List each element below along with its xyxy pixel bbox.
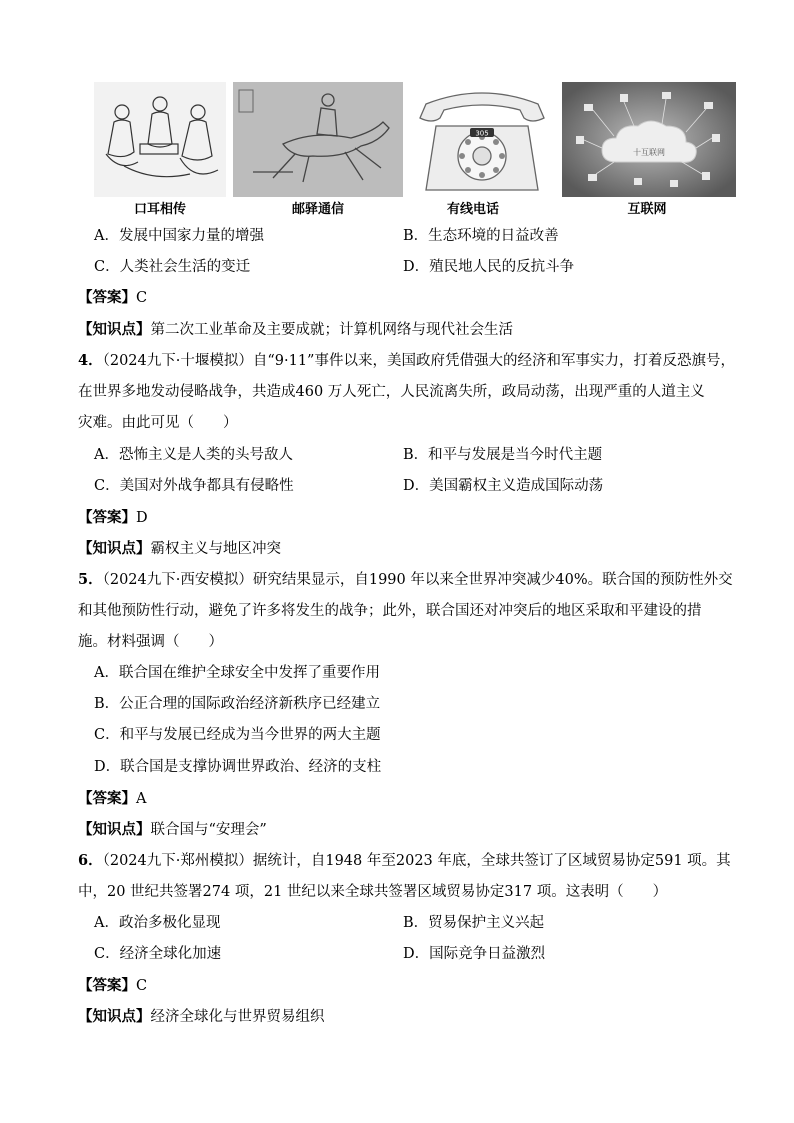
q4-option-a: A．恐怖主义是人类的头号敌人 xyxy=(94,447,293,463)
internet-image xyxy=(562,82,736,197)
q4-option-d: D．美国霸权主义造成国际动荡 xyxy=(403,478,604,494)
internet-label: 十互联网 xyxy=(633,148,665,157)
knowledge-value: 第二次工业革命及主要成就；计算机网络与现代社会生活 xyxy=(150,322,513,338)
q5-stem-line1 xyxy=(78,570,733,590)
q6-stem-line1 xyxy=(78,851,731,871)
knowledge-tag: 【知识点】 xyxy=(78,821,151,838)
q6-option-b: B．贸易保护主义兴起 xyxy=(403,915,545,931)
postal-relay-image xyxy=(233,82,403,197)
q5-option-a: A．联合国在维护全球安全中发挥了重要作用 xyxy=(94,665,380,681)
q4-stem-line1 xyxy=(78,351,735,371)
answer-value: A xyxy=(136,791,147,807)
q4-answer xyxy=(78,508,148,528)
q5-option-d: D．联合国是支撑协调世界政治、经济的支柱 xyxy=(94,759,382,775)
knowledge-tag: 【知识点】 xyxy=(78,321,151,338)
people-talking-icon xyxy=(94,82,226,197)
q6-option-c: C．经济全球化加速 xyxy=(94,946,222,962)
knowledge-value: 经济全球化与世界贸易组织 xyxy=(150,1009,325,1025)
q4-option-c: C．美国对外战争都具有侵略性 xyxy=(94,478,294,494)
cloud-network-icon xyxy=(562,82,736,197)
question-source: （2024九下·西安模拟） xyxy=(102,572,253,588)
q4-stem-line3: 灾难。由此可见（ ） xyxy=(78,415,238,431)
q6-answer xyxy=(78,976,147,996)
q6-knowledge-point xyxy=(78,1007,325,1027)
q3-option-c: C．人类社会生活的变迁 xyxy=(94,259,251,275)
q4-stem-line2: 在世界多地发动侵略战争，共造成460 万人死亡，人民流离失所，政局动荡，出现严重的人道主义 xyxy=(78,384,705,400)
q4-option-b: B．和平与发展是当今时代主题 xyxy=(403,447,603,463)
q5-answer xyxy=(78,789,146,809)
q5-knowledge-point xyxy=(78,820,267,840)
oral-tradition-image xyxy=(94,82,226,197)
answer-tag: 【答案】 xyxy=(78,790,136,807)
question-text: 研究结果显示，自1990 年以来全世界冲突减少40%。联合国的预防性外交 xyxy=(252,572,733,588)
q4-knowledge-point xyxy=(78,539,281,559)
knowledge-value: 联合国与“安理会” xyxy=(150,822,267,838)
caption-internet: 互联网 xyxy=(627,202,667,217)
q3-answer xyxy=(78,288,147,308)
question-source: （2024九下·十堰模拟） xyxy=(102,353,253,369)
answer-tag: 【答案】 xyxy=(78,977,136,994)
knowledge-tag: 【知识点】 xyxy=(78,540,151,557)
q3-option-b: B．生态环境的日益改善 xyxy=(403,228,559,244)
knowledge-value: 霸权主义与地区冲突 xyxy=(150,541,281,557)
question-text: 自“9·11”事件以来，美国政府凭借强大的经济和军事实力，打着反恐旗号， xyxy=(252,353,735,369)
question-number: 4． xyxy=(78,352,103,369)
answer-value: C xyxy=(136,290,148,306)
question-number: 5． xyxy=(78,571,103,588)
caption-oral: 口耳相传 xyxy=(133,202,186,217)
q6-option-d: D．国际竞争日益激烈 xyxy=(403,946,546,962)
q3-option-d: D．殖民地人民的反抗斗争 xyxy=(403,259,575,275)
q6-option-a: A．政治多极化显现 xyxy=(94,915,221,931)
answer-tag: 【答案】 xyxy=(78,509,136,526)
question-number: 6． xyxy=(78,852,103,869)
caption-telephone: 有线电话 xyxy=(446,202,499,217)
answer-value: C xyxy=(136,978,148,994)
caption-postal: 邮驿通信 xyxy=(291,202,344,217)
q3-option-a: A．发展中国家力量的增强 xyxy=(94,228,264,244)
horse-rider-icon xyxy=(233,82,403,197)
q5-option-b: B．公正合理的国际政治经济新秩序已经建立 xyxy=(94,696,381,712)
q5-stem-line2: 和其他预防性行动，避免了许多将发生的战争；此外，联合国还对冲突后的地区采取和平建设的措 xyxy=(78,603,702,619)
telephone-icon xyxy=(412,82,552,197)
question-source: （2024九下·郑州模拟） xyxy=(102,853,253,869)
answer-tag: 【答案】 xyxy=(78,289,136,306)
phone-display: 305 xyxy=(475,129,489,138)
q6-stem-line2: 中，20 世纪共签署274 项，21 世纪以来全球共签署区域贸易协定317 项。这表明（ ） xyxy=(78,884,668,900)
q5-option-c: C．和平与发展已经成为当今世界的两大主题 xyxy=(94,727,381,743)
q3-knowledge-point xyxy=(78,320,513,340)
knowledge-tag: 【知识点】 xyxy=(78,1008,151,1025)
answer-value: D xyxy=(136,510,148,526)
telephone-image xyxy=(412,82,552,197)
question-text: 据统计，自1948 年至2023 年底，全球共签订了区域贸易协定591 项。其 xyxy=(252,853,731,869)
q5-stem-line3: 施。材料强调（ ） xyxy=(78,634,223,650)
